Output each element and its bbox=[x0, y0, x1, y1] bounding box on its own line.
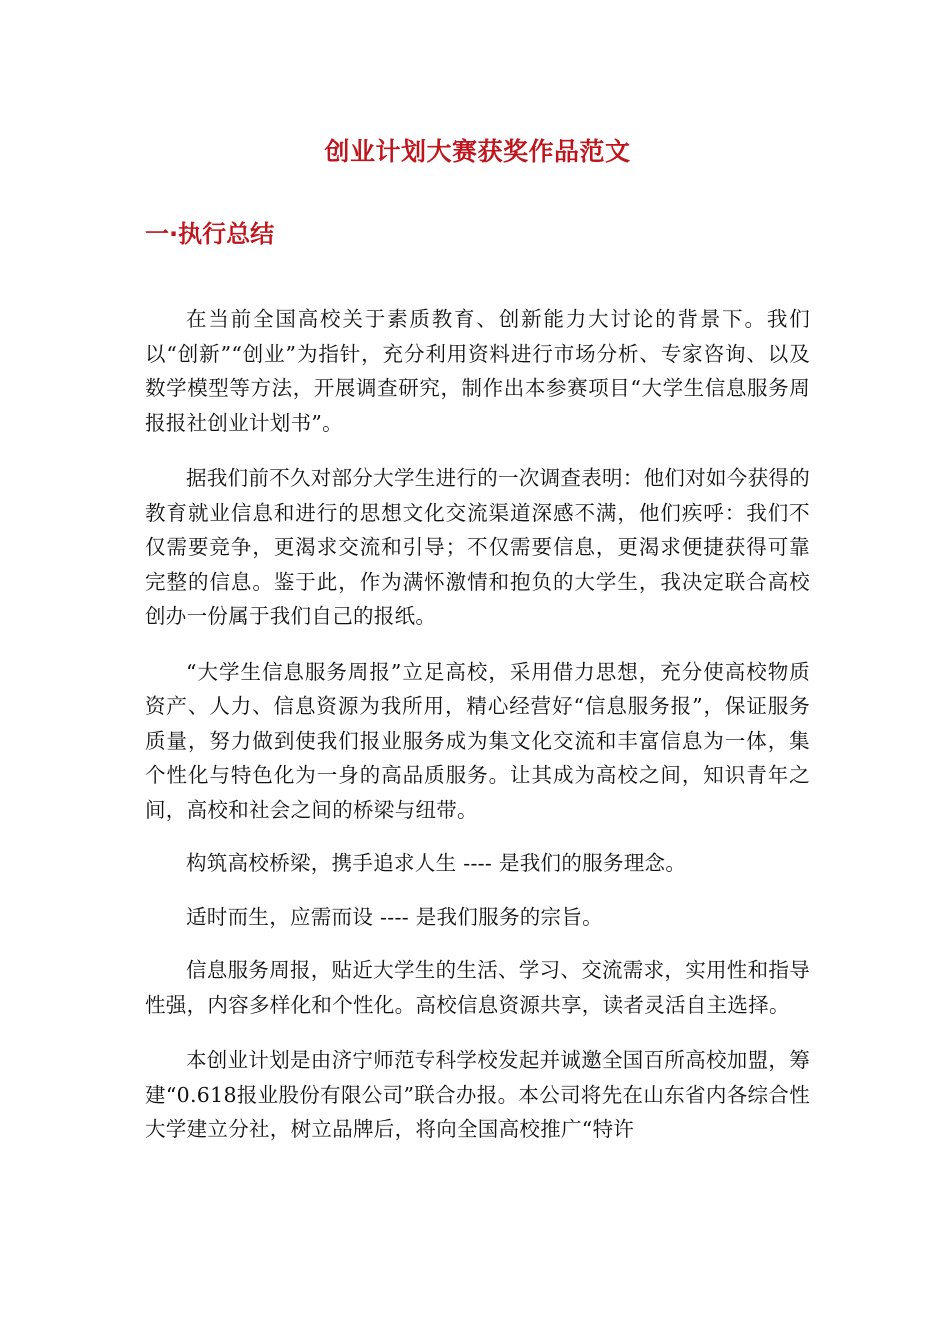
paragraph-3: “大学生信息服务周报”立足高校，采用借力思想，充分使高校物质资产、人力、信息资源为我所用，精心经营好“信息服务报”，保证服务质量，努力做到使我们报业服务成为集文化交流和丰富信息为一体，集个性化与特色化为一身的高品质服务。让其成为高校之间，知识青年之间，高校和社会之间的桥梁与纽带。 bbox=[145, 659, 810, 822]
paragraph-1: 在当前全国高校关于素质教育、创新能力大讨论的背景下。我们以“创新”“创业”为指针，充分利用资料进行市场分析、专家咨询、以及数学模型等方法，开展调查研究，制作出本参赛项目“大学生信息服务周报报社创业计划书”。 bbox=[145, 307, 810, 435]
document-title: 创业计划大赛获奖作品范文 bbox=[324, 137, 631, 166]
paragraph-7: 本创业计划是由济宁师范专科学校发起并诚邀全国百所高校加盟，筹建“0.618报业股份有限公司”联合办报。本公司将先在山东省内各综合性大学建立分社，树立品牌后，将向全国高校推广“特许 bbox=[145, 1048, 810, 1141]
paragraph-service-purpose: 适时而生，应需而设 ---- 是我们服务的宗旨。 bbox=[186, 904, 603, 929]
paragraph-6: 信息服务周报，贴近大学生的生活、学习、交流需求，实用性和指导性强，内容多样化和个性化。高校信息资源共享，读者灵活自主选择。 bbox=[145, 958, 810, 1017]
section-heading-executive-summary: 一·执行总结 bbox=[145, 220, 275, 248]
paragraph-2: 据我们前不久对部分大学生进行的一次调查表明：他们对如今获得的教育就业信息和进行的思想文化交流渠道深感不满，他们疾呼：我们不仅需要竞争，更渴求交流和引导；不仅需要信息，更渴求便捷获得可靠完整的信息。鉴于此，作为满怀激情和抱负的大学生，我决定联合高校创办一份属于我们自己的报纸。 bbox=[145, 466, 810, 628]
paragraph-service-concept: 构筑高校桥梁，携手追求人生 ---- 是我们的服务理念。 bbox=[186, 851, 687, 875]
